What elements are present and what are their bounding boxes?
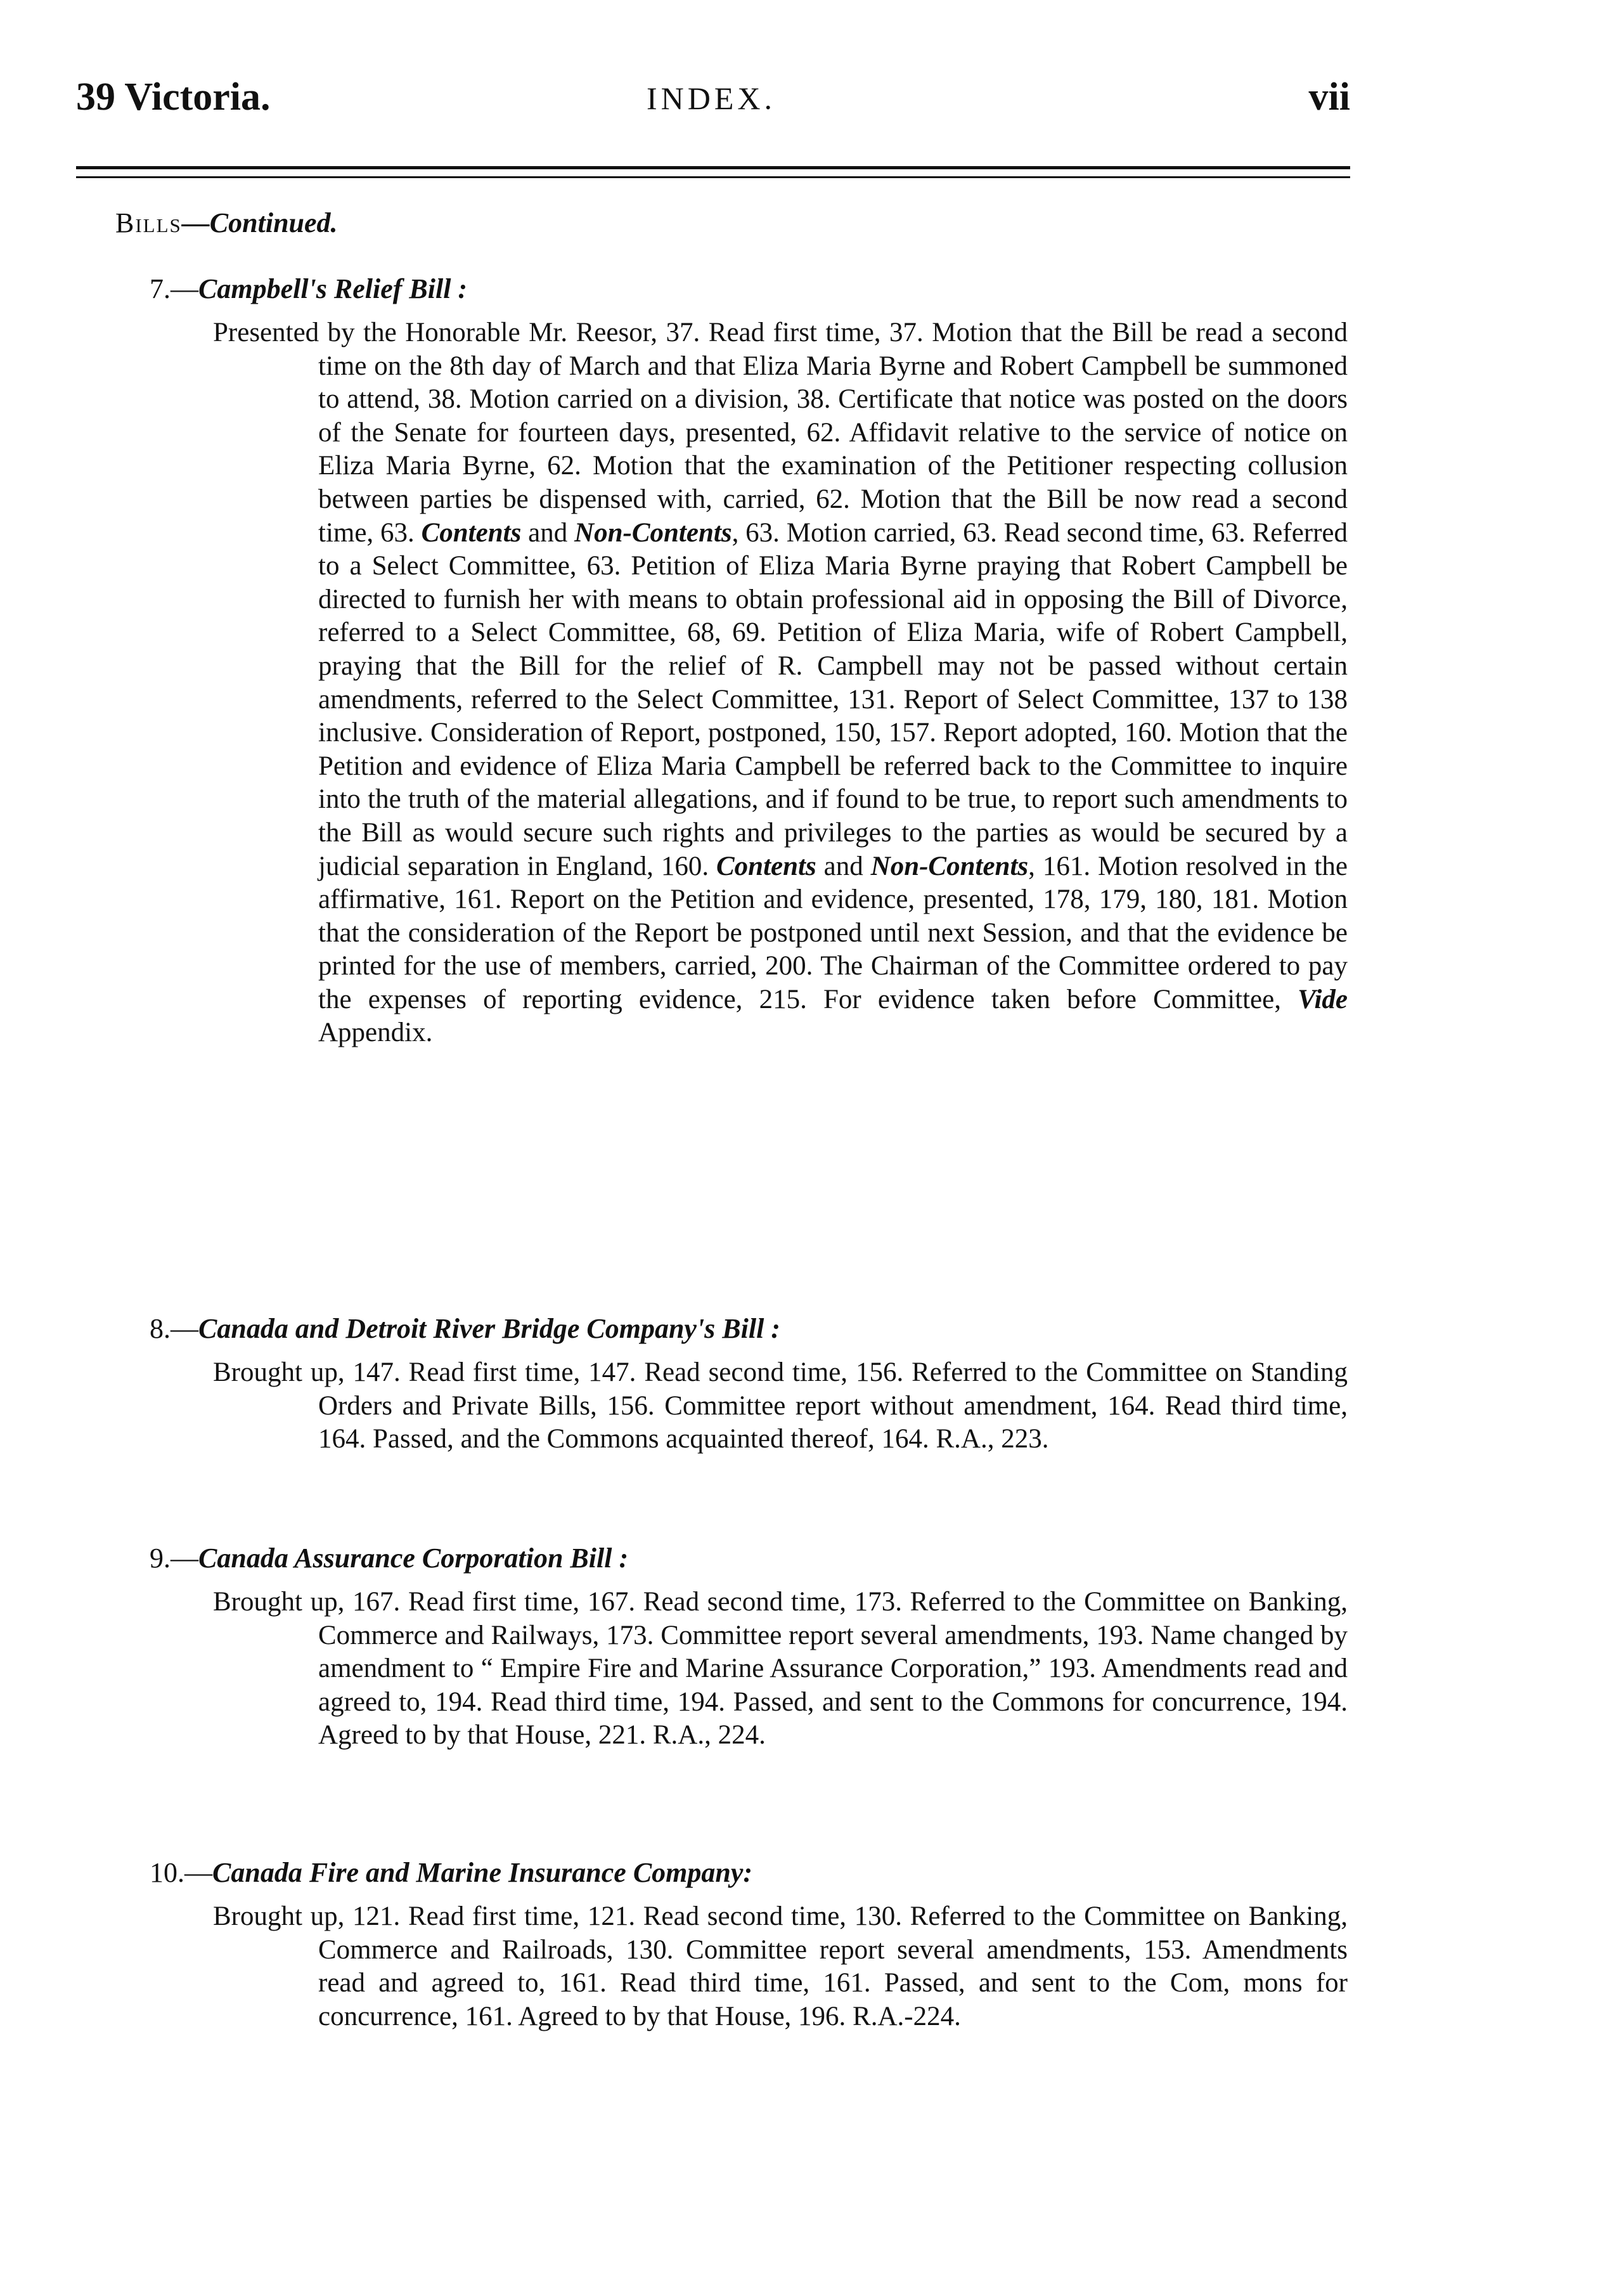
entry-body	[213, 1586, 1348, 1752]
entry-body	[213, 1356, 1348, 1456]
index-entry	[150, 1312, 1348, 1456]
entry-text-italic: Vide	[1298, 984, 1348, 1014]
entry-title	[150, 273, 1348, 305]
entry-text: Presented by the Honorable Mr. Reesor, 37. Read first time, 37. Motion that the Bill be read a second time on the 8th day of March and that Eliza Maria Byrne and Robert Campbell be summoned to attend, 38. Motion carried on a division, 38. Certificate that notice was posted on the doors of the Senate for fourteen days, presented, 62. Affidavit relative to the service of notice on Eliza Maria Byrne, 62. Motion that the examination of the Petitioner respecting collusion between parties be dispensed with, carried, 62. Motion that the Bill be now read a second time, 63.	[213, 318, 1348, 548]
entry-text: , 63. Motion carried, 63. Read second time, 63. Referred to a Select Committee, 63. Petition of Eliza Maria Byrne praying that Robert Campbell be directed to furnish her with means to obtain professional aid in opposing the Bill of Divorce, referred to a Select Committee, 68, 69. Petition of Eliza Maria, wife of Robert Campbell, praying that the Bill for the relief of R. Campbell may not be passed without certain amendments, referred to the Select Committee, 131. Report of Select Committee, 137 to 138 inclusive. Consideration of Report, postponed, 150, 157. Report adopted, 160. Motion that the Petition and evidence of Eliza Maria Campbell be referred back to the Committee to inquire into the truth of the material allegations, and if found to be true, to report such amendments to the Bill as would secure such rights and privileges to the parties as would be secured by a judicial separation in England, 160.	[318, 517, 1348, 881]
entry-text: , 161. Motion resolved in the affirmative, 161. Report on the Petition and evidence, presented, 178, 179, 180, 181. Motion that the consideration of the Report be postponed until next Session, and that the evidence be printed for the use of members, carried, 200. The Chairman of the Committee ordered to pay the expenses of reporting evidence, 215. For evidence taken before Committee,	[318, 851, 1348, 1014]
running-head-left: 39 Victoria.	[76, 75, 271, 119]
index-entry	[150, 273, 1348, 1050]
header-rule-thick	[76, 166, 1350, 169]
running-head	[76, 75, 1350, 132]
entry-number: 8.—	[150, 1313, 198, 1344]
entry-title-text: Canada Assurance Corporation Bill :	[198, 1543, 629, 1574]
header-rule-thin	[76, 176, 1350, 178]
entry-text-italic: Contents	[716, 851, 816, 881]
entry-text-italic: Non-Contents	[870, 851, 1029, 881]
entry-text: Brought up, 167. Read first time, 167. Read second time, 173. Referred to the Committee on Banking, Commerce and Railways, 173. Committee report several amendments, 193. Name changed by amendment to “ Empire Fire and Marine Assurance Corporation,” 193. Amendments read and agreed to, 194. Read third time, 194. Passed, and sent to the Commons for concurrence, 194. Agreed to by that House, 221. R.A., 224.	[213, 1587, 1348, 1751]
entry-text: Brought up, 121. Read first time, 121. Read second time, 130. Referred to the Committee on Banking, Commerce and Railroads, 130. Committee report several amendments, 153. Amendments read and agreed to, 161. Read third time, 161. Passed, and sent to the Com, mons for concurrence, 161. Agreed to by that House, 196. R.A.-224.	[213, 1901, 1348, 2031]
entry-title	[150, 1856, 1348, 1889]
entry-text-italic: Non-Contents	[574, 517, 732, 548]
entry-body	[213, 316, 1348, 1050]
entry-title-text: Campbell's Relief Bill :	[198, 273, 468, 304]
entry-text: and	[816, 851, 871, 881]
entry-text: Brought up, 147. Read first time, 147. Read second time, 156. Referred to the Committee on Standing Orders and Private Bills, 156. Committee report without amendment, 164. Read third time, 164. Passed, and the Commons acquainted thereof, 164. R.A., 223.	[213, 1357, 1348, 1454]
entry-text: Appendix.	[318, 1018, 433, 1048]
entry-number: 9.—	[150, 1543, 198, 1574]
section-heading	[115, 207, 338, 239]
entry-title-text: Canada Fire and Marine Insurance Company:	[212, 1857, 753, 1888]
index-entry	[150, 1856, 1348, 2033]
entry-title-text: Canada and Detroit River Bridge Company's Bill :	[198, 1313, 780, 1344]
entry-number: 7.—	[150, 273, 198, 304]
running-head-title: INDEX.	[647, 81, 777, 116]
page-number: vii	[1308, 75, 1350, 119]
entry-text-italic: Contents	[421, 517, 522, 548]
entry-body	[213, 1900, 1348, 2033]
entry-text: and	[521, 517, 575, 548]
entry-title	[150, 1312, 1348, 1345]
entry-title	[150, 1542, 1348, 1574]
section-continued: —Continued.	[181, 207, 338, 238]
index-entry	[150, 1542, 1348, 1752]
section-label: Bills	[115, 207, 182, 238]
entry-number: 10.—	[150, 1857, 212, 1888]
